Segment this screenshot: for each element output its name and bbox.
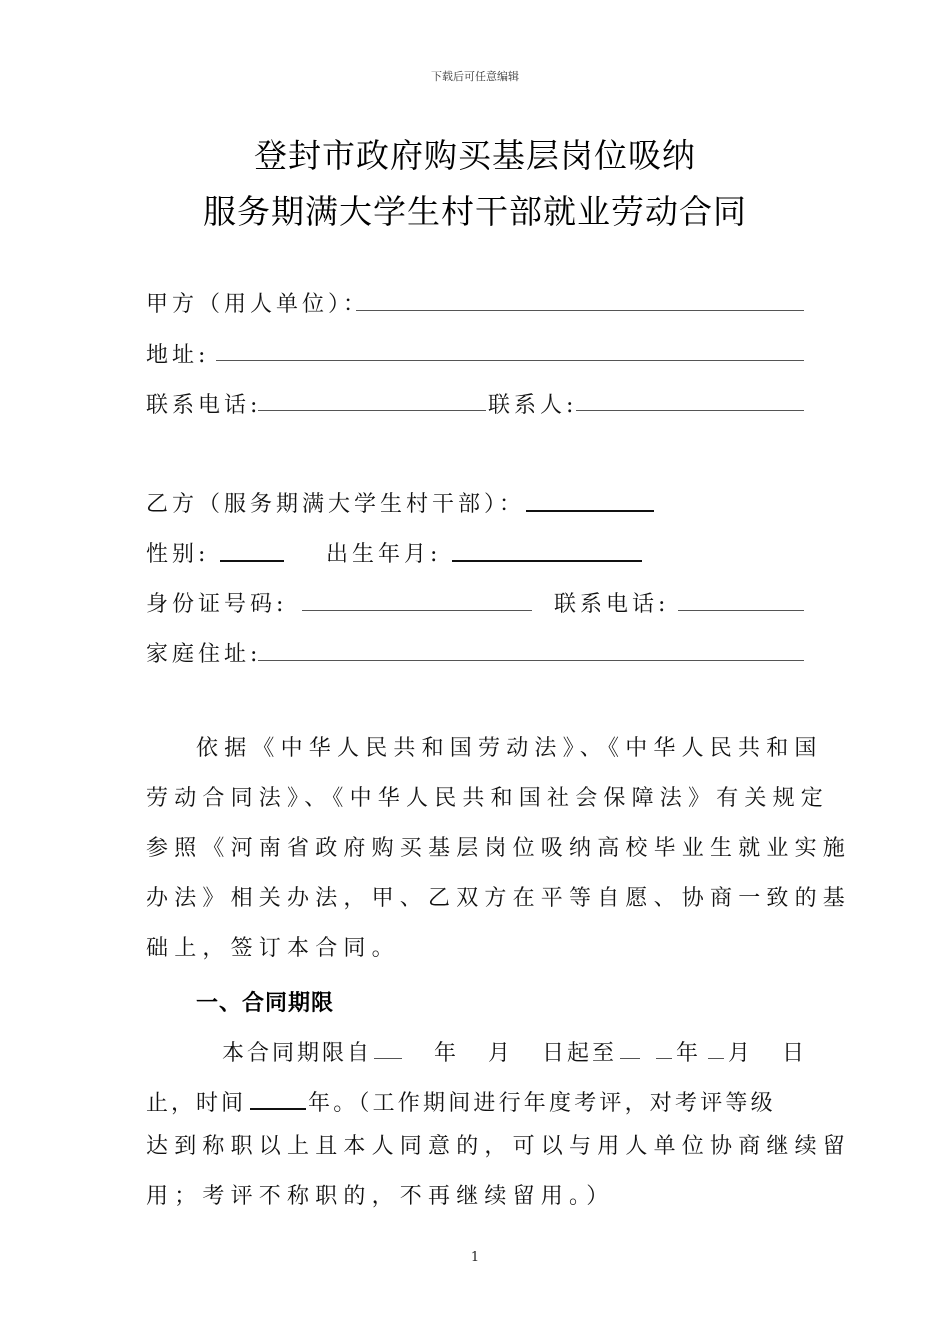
party-b-gender-label: 性别: bbox=[146, 542, 210, 567]
party-a-address-blank[interactable] bbox=[216, 360, 804, 361]
term-start-year-blank[interactable] bbox=[374, 1058, 402, 1059]
party-b-birth-blank[interactable] bbox=[452, 560, 642, 562]
term-duration-prefix: 止，时间 bbox=[146, 1091, 247, 1116]
party-a-phone-label: 联系电话: bbox=[146, 393, 262, 418]
preamble-line: 参照《河南省政府购买基层岗位吸纳高校毕业生就业实施 bbox=[146, 836, 852, 861]
party-b-home-label: 家庭住址: bbox=[146, 642, 262, 667]
preamble-line: 劳动合同法》、《中华人民共和国社会保障法》有关规定 bbox=[146, 786, 830, 811]
term-end-year-blank[interactable] bbox=[620, 1058, 640, 1059]
party-b-birth-label: 出生年月: bbox=[326, 542, 442, 567]
term-day-label: 日起至 bbox=[542, 1041, 618, 1066]
term-duration-blank[interactable] bbox=[250, 1108, 306, 1110]
term-end-month-blank[interactable] bbox=[708, 1058, 724, 1059]
party-a-blank[interactable] bbox=[356, 310, 804, 311]
page-number: 1 bbox=[470, 1250, 480, 1265]
preamble-line: 办法》相关办法，甲、乙双方在平等自愿、协商一致的基 bbox=[146, 886, 852, 911]
document-title-line-2: 服务期满大学生村干部就业劳动合同 bbox=[203, 192, 747, 231]
term-clause-line: 用；考评不称职的，不再继续留用。） bbox=[146, 1184, 615, 1209]
party-b-home-blank[interactable] bbox=[258, 660, 804, 661]
party-b-phone-blank[interactable] bbox=[678, 610, 804, 611]
term-clause-line: 达到称职以上且本人同意的，可以与用人单位协商继续留 bbox=[146, 1134, 852, 1159]
term-year2-label: 年 bbox=[676, 1041, 703, 1066]
party-a-address-label: 地址: bbox=[146, 343, 210, 368]
party-b-name-blank[interactable] bbox=[526, 510, 654, 512]
document-title-line-1: 登封市政府购买基层岗位吸纳 bbox=[254, 136, 696, 175]
party-b-id-blank[interactable] bbox=[302, 610, 532, 611]
party-b-id-label: 身份证号码: bbox=[146, 592, 288, 617]
party-b-phone-label: 联系电话: bbox=[554, 592, 670, 617]
term-year-label: 年 bbox=[434, 1041, 461, 1066]
term-prefix: 本合同期限自 bbox=[222, 1041, 373, 1066]
party-a-contact-blank[interactable] bbox=[576, 410, 804, 411]
party-a-contact-label: 联系人: bbox=[488, 393, 578, 418]
term-end-year-blank-2[interactable] bbox=[656, 1058, 672, 1059]
party-b-gender-blank[interactable] bbox=[220, 560, 284, 562]
term-month2-label: 月 bbox=[728, 1041, 755, 1066]
party-a-phone-blank[interactable] bbox=[258, 410, 486, 411]
term-day2-label: 日 bbox=[782, 1041, 809, 1066]
term-month-label: 月 bbox=[488, 1041, 515, 1066]
preamble-line: 础上，签订本合同。 bbox=[146, 936, 400, 961]
party-a-label: 甲方（用人单位）： bbox=[146, 292, 370, 317]
party-b-label: 乙方（服务期满大学生村干部）： bbox=[146, 492, 526, 517]
section-1-heading: 一、合同期限 bbox=[196, 991, 335, 1016]
header-note: 下载后可任意编辑 bbox=[431, 70, 519, 83]
preamble-line: 依据《中华人民共和国劳动法》、《中华人民共和国 bbox=[196, 736, 823, 761]
term-duration-rest: 年。（工作期间进行年度考评，对考评等级 bbox=[308, 1091, 776, 1116]
